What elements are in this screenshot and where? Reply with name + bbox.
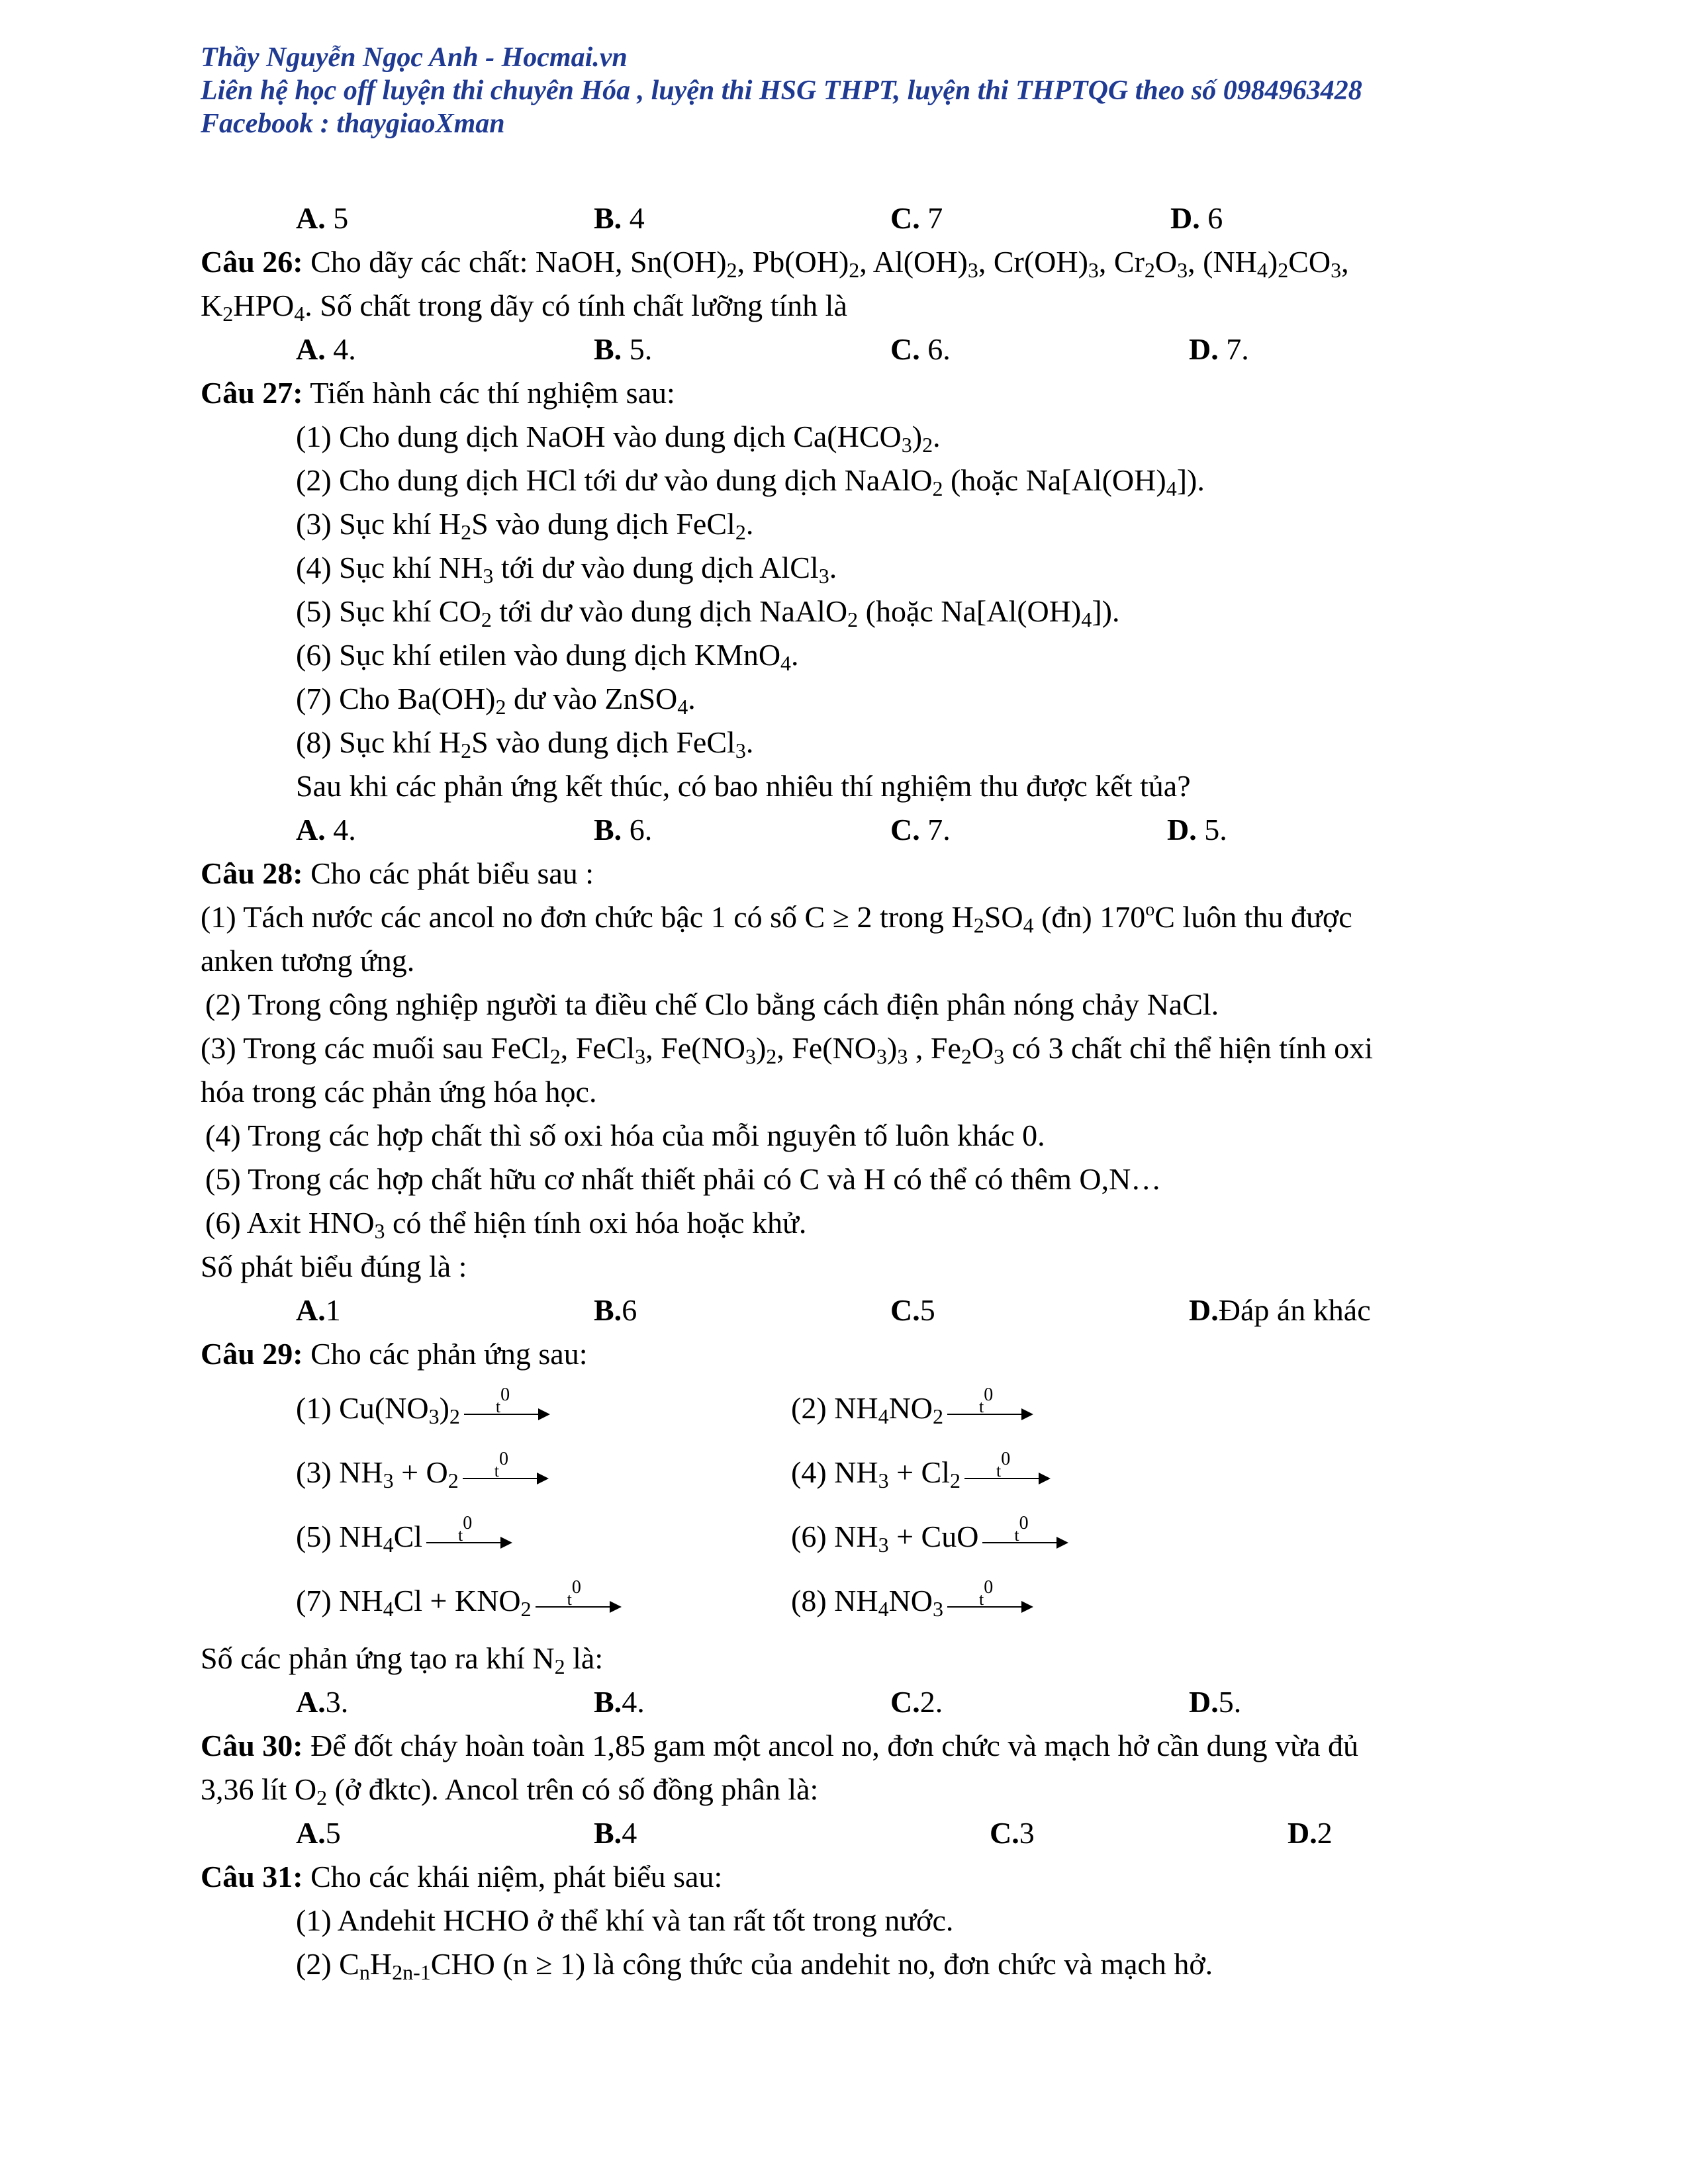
q30-option-a: A.5	[296, 1816, 341, 1850]
q29-reaction-3: (3) $NH_3 + O_2$ $t^0$	[296, 1454, 549, 1491]
q27-question: Sau khi các phản ứng kết thúc, có bao nhiêu thí nghiệm thu được kết tủa?	[296, 769, 1191, 803]
q26-option-b: B. 5.	[594, 332, 653, 366]
q29-question: Số các phản ứng tạo ra khí $N_2$ là:	[201, 1641, 604, 1678]
heat-arrow-icon: $t^0$	[463, 1462, 549, 1488]
q27-option-b: B. 6.	[594, 813, 653, 846]
q25-option-b: B. 4	[594, 201, 645, 235]
q25-option-d: D. 6	[1170, 201, 1223, 235]
q28-option-b: B.6	[594, 1293, 637, 1327]
q27-option-d: D. 5.	[1167, 813, 1227, 846]
q28-option-d: D.Đáp án khác	[1189, 1293, 1371, 1327]
q30-text-line-2: 3,36 lít $O_2$ (ở đktc). Ancol trên có số đồng phân là:	[201, 1772, 819, 1809]
header-line-1: Thầy Nguyễn Ngọc Anh - Hocmai.vn	[201, 42, 628, 73]
q31-statement-2: (2) $C_nH_{2n-1}CHO$ (n ≥ 1) là công thức của andehit no, đơn chức và mạch hở.	[296, 1947, 1213, 1984]
q31-statement-1: (1) Andehit HCHO ở thể khí và tan rất tốt trong nước.	[296, 1903, 954, 1937]
q28-option-a: A.1	[296, 1293, 341, 1327]
q31-intro: Câu 31: Cho các khái niệm, phát biểu sau:	[201, 1860, 723, 1893]
q30-option-c: C.3	[990, 1816, 1035, 1850]
q25-option-a: A. 5	[296, 201, 349, 235]
q27-option-a: A. 4.	[296, 813, 356, 846]
q27-item-4: (4) Sục khí $NH_3$ tới dư vào dung dịch AlCl$_3$.	[296, 551, 837, 588]
q27-item-2: (2) Cho dung dịch HCl tới dư vào dung dịch NaAlO$_2$ (hoặc $Na[Al(OH)_4]$).	[296, 463, 1205, 500]
q27-intro: Câu 27: Tiến hành các thí nghiệm sau:	[201, 376, 675, 410]
q27-option-c: C. 7.	[890, 813, 951, 846]
q28-question: Số phát biểu đúng là :	[201, 1250, 467, 1283]
q26-option-c: C. 6.	[890, 332, 951, 366]
q29-reaction-5: (5) $NH_4Cl$ $t^0$	[296, 1518, 512, 1555]
q26-option-a: A. 4.	[296, 332, 356, 366]
q26-text-line-1: Câu 26: Cho dãy các chất: NaOH, $Sn(OH)_2$, $Pb(OH)_2$, $Al(OH)_3$, $Cr(OH)_3$, $Cr_2O_3$, $(NH_4)_2CO_3$,	[201, 245, 1349, 282]
q28-statement-1b: anken tương ứng.	[201, 944, 415, 978]
q27-item-3: (3) Sục khí $H_2S$ vào dung dịch FeCl$_2$.	[296, 507, 754, 544]
q28-statement-2: (2) Trong công nghiệp người ta điều chế Clo bằng cách điện phân nóng chảy NaCl.	[205, 987, 1219, 1021]
q27-item-1: (1) Cho dung dịch NaOH vào dung dịch $Ca(HCO_3)_2$.	[296, 420, 941, 457]
q28-statement-4: (4) Trong các hợp chất thì số oxi hóa của mỗi nguyên tố luôn khác 0.	[205, 1118, 1045, 1152]
q30-option-b: B.4	[594, 1816, 637, 1850]
q26-option-d: D. 7.	[1189, 332, 1249, 366]
q30-option-d: D.2	[1288, 1816, 1333, 1850]
q29-reaction-1: (1) $Cu(NO_3)_2$ $t^0$	[296, 1390, 550, 1427]
q28-statement-3a: (3) Trong các muối sau FeCl$_2$, FeCl$_3$, $Fe(NO_3)_2$, $Fe(NO_3)_3$ , $Fe_2O_3$ có 3 chất chỉ thể hiện tính oxi	[201, 1031, 1374, 1068]
q29-reaction-6: (6) $NH_3$ + CuO $t^0$	[791, 1518, 1068, 1555]
heat-arrow-icon: $t^0$	[982, 1526, 1068, 1553]
q28-intro: Câu 28: Cho các phát biểu sau :	[201, 856, 594, 890]
q29-reaction-4: (4) $NH_3 + Cl_2$ $t^0$	[791, 1454, 1051, 1491]
heat-arrow-icon: $t^0$	[947, 1590, 1033, 1617]
q29-option-c: C.2.	[890, 1685, 943, 1719]
q29-option-a: A.3.	[296, 1685, 349, 1719]
header-line-3: Facebook : thaygiaoXman	[201, 109, 505, 139]
heat-arrow-icon: $t^0$	[426, 1526, 512, 1553]
q28-statement-1a: (1) Tách nước các ancol no đơn chức bậc 1 có số C ≥ 2 trong $H_2SO_4$ (đn) 170$^o$C luôn thu được	[201, 899, 1352, 937]
q28-statement-5: (5) Trong các hợp chất hữu cơ nhất thiết phải có C và H có thể có thêm O,N…	[205, 1162, 1162, 1196]
q27-item-5: (5) Sục khí $CO_2$ tới dư vào dung dịch NaAlO$_2$ (hoặc $Na[Al(OH)_4]$).	[296, 594, 1120, 631]
q26-text-line-2: $K_2HPO_4$. Số chất trong dãy có tính chất lưỡng tính là	[201, 289, 847, 326]
q29-reaction-8: (8) $NH_4NO_3$ $t^0$	[791, 1582, 1033, 1619]
q30-text-line-1: Câu 30: Để đốt cháy hoàn toàn 1,85 gam một ancol no, đơn chức và mạch hở cần dung vừa đủ	[201, 1729, 1358, 1762]
q29-option-d: D.5.	[1189, 1685, 1242, 1719]
header-line-2: Liên hệ học off luyện thi chuyên Hóa , luyện thi HSG THPT, luyện thi THPTQG theo số 0984963428	[201, 75, 1362, 106]
q25-option-c: C. 7	[890, 201, 943, 235]
q29-intro: Câu 29: Cho các phản ứng sau:	[201, 1337, 588, 1371]
heat-arrow-icon: $t^0$	[964, 1462, 1051, 1488]
q29-reaction-2: (2) $NH_4NO_2$ $t^0$	[791, 1390, 1033, 1427]
q27-item-8: (8) Sục khí $H_2S$ vào dung dịch FeCl$_3$.	[296, 725, 754, 762]
q27-item-6: (6) Sục khí etilen vào dung dịch KMnO$_4$.	[296, 638, 799, 675]
q29-reaction-7: (7) $NH_4Cl + KNO_2$ $t^0$	[296, 1582, 622, 1619]
q28-statement-3b: hóa trong các phản ứng hóa học.	[201, 1075, 597, 1109]
heat-arrow-icon: $t^0$	[536, 1590, 622, 1617]
q28-statement-6: (6) Axit $HNO_3$ có thể hiện tính oxi hóa hoặc khử.	[205, 1206, 807, 1243]
q29-option-b: B.4.	[594, 1685, 645, 1719]
q27-item-7: (7) Cho $Ba(OH)_2$ dư vào ZnSO$_4$.	[296, 682, 696, 719]
heat-arrow-icon: $t^0$	[464, 1398, 550, 1424]
heat-arrow-icon: $t^0$	[947, 1398, 1033, 1424]
q28-option-c: C.5	[890, 1293, 935, 1327]
